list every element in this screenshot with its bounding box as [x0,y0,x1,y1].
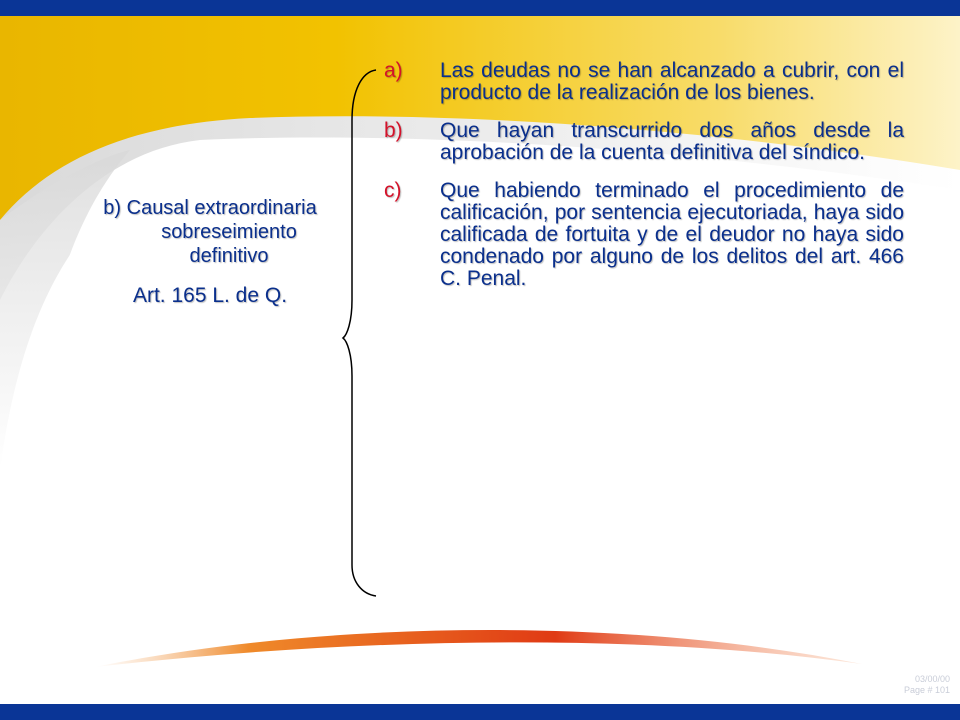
causal-heading-line3: definitivo [189,245,269,267]
bottom-bar [0,704,960,720]
list-item [384,180,904,290]
slide-footer [904,674,950,696]
causal-heading-line1: b) Causal extraordinaria [103,197,317,219]
list-item-text: Que hayan transcurrido dos años desde la aprobación de la cuenta definitiva del síndico. [440,119,904,164]
top-bar [0,0,960,16]
list-item [384,60,904,104]
list-marker: c) [384,179,402,202]
causal-heading-line2: sobreseimiento [161,221,297,243]
footer-date: 03/00/00 [914,674,950,684]
list-item-text: Que habiendo terminado el procedimiento de calificación, por sentencia ejecutoriada, haya sido calificada de fortuita y de el deudor no haya sido condenado por alguno de los delitos del art. 466 C. Penal. [440,179,904,290]
list-item-text: Las deudas no se han alcanzado a cubrir, con el producto de la realización de los bienes. [440,59,904,104]
list-marker: a) [384,59,403,82]
footer-page-number: Page # 101 [903,685,950,695]
article-reference: Art. 165 L. de Q. [132,284,288,307]
list-item [384,120,904,164]
list-marker: b) [384,119,403,142]
causal-heading-block [60,196,360,308]
requirements-list [384,60,904,306]
